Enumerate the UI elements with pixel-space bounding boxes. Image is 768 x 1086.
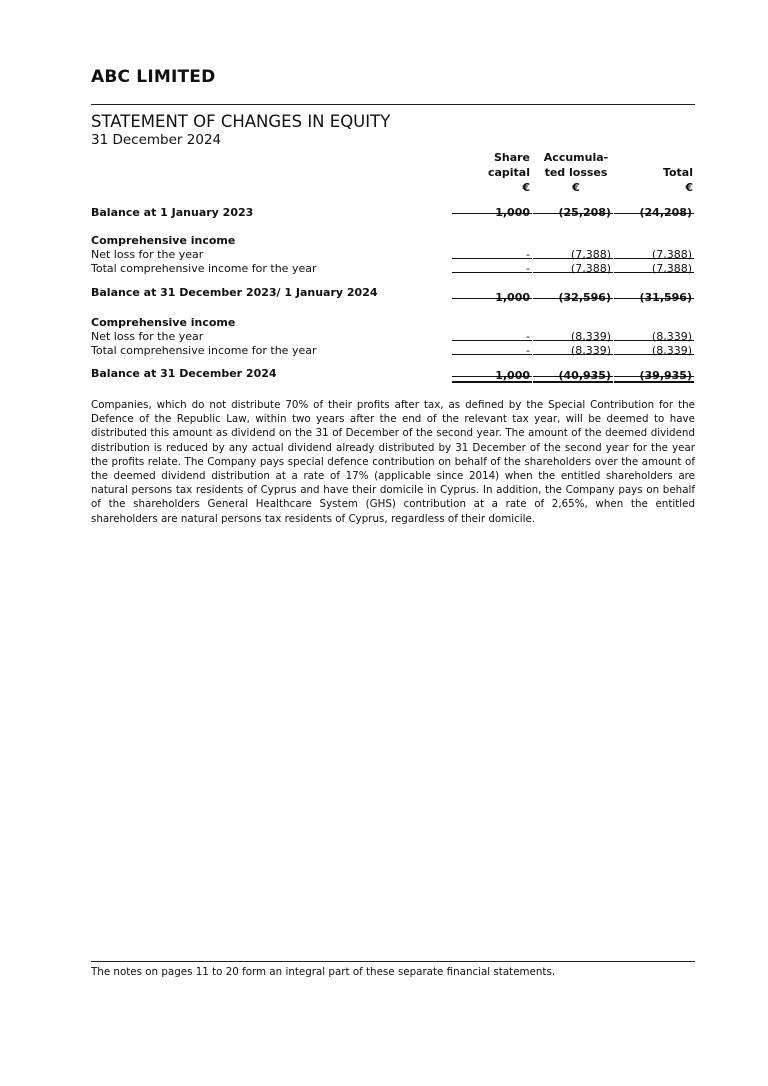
cell-share-capital: -	[526, 330, 530, 343]
cell-share-capital: 1,000	[495, 369, 530, 382]
double-underline	[533, 381, 613, 383]
cell-total: (39,935)	[639, 369, 692, 382]
footer-divider	[91, 961, 695, 962]
cell-total: (24,208)	[639, 206, 692, 219]
cell-accumulated-losses: (8,339)	[570, 344, 611, 357]
cell-accumulated-losses: (7,388)	[570, 248, 611, 261]
double-underline	[452, 381, 532, 383]
row-label: Balance at 31 December 2024	[91, 367, 277, 380]
explanatory-paragraph: Companies, which do not distribute 70% of their profits after tax, as defined by the Special Contribution for the Defence of the Republic Law, within two years after the end of the relevant tax year, will be deemed to have distributed this amount as dividend on the 31 of December of the second year. The amount of the deemed dividend distribution is reduced by any actual dividend already distributed by 31 December of the second year for the year the profits relate. The Company pays special defence contribution on behalf of the shareholders over the amount of the deemed dividend distribution at a rate of 17% (applicable since 2014) when the entitled shareholders are natural persons tax residents of Cyprus and have their domicile in Cyprus. In addition, the Company pays on behalf of the shareholders General Healthcare System (GHS) contribution at a rate of 2,65%, when the entitled shareholders are natural persons tax residents of Cyprus, regardless of their domicile.	[91, 399, 695, 525]
cell-total: (31,596)	[639, 291, 692, 304]
statement-date: 31 December 2024	[91, 132, 222, 148]
cell-total: (7,388)	[651, 262, 692, 275]
statement-title: STATEMENT OF CHANGES IN EQUITY	[91, 112, 391, 131]
row-label: Net loss for the year	[91, 248, 204, 261]
row-label: Total comprehensive income for the year	[91, 344, 317, 357]
cell-share-capital: -	[526, 248, 530, 261]
cell-total: (8,339)	[651, 344, 692, 357]
cell-share-capital: 1,000	[495, 206, 530, 219]
cell-accumulated-losses: (32,596)	[558, 291, 611, 304]
section-heading: Comprehensive income	[91, 234, 236, 247]
double-underline	[614, 381, 694, 383]
cell-total: (7,388)	[651, 248, 692, 261]
cell-share-capital: -	[526, 344, 530, 357]
cell-total: (8,339)	[651, 330, 692, 343]
column-header-total: Total €	[662, 166, 693, 194]
cell-accumulated-losses: (40,935)	[558, 369, 611, 382]
cell-accumulated-losses: (7,388)	[570, 262, 611, 275]
cell-accumulated-losses: (8,339)	[570, 330, 611, 343]
row-label: Net loss for the year	[91, 330, 204, 343]
cell-share-capital: 1,000	[495, 291, 530, 304]
cell-share-capital: -	[526, 262, 530, 275]
row-label: Total comprehensive income for the year	[91, 262, 317, 275]
cell-accumulated-losses: (25,208)	[558, 206, 611, 219]
column-header-share-capital: Share capital €	[487, 151, 530, 194]
header-divider	[91, 104, 695, 105]
company-name: ABC LIMITED	[91, 67, 216, 87]
footnote: The notes on pages 11 to 20 form an integral part of these separate financial statements.	[91, 966, 556, 978]
column-header-accumulated-losses: Accumula- ted losses €	[543, 151, 609, 194]
section-heading: Comprehensive income	[91, 316, 236, 329]
row-label: Balance at 31 December 2023/ 1 January 2024	[91, 286, 378, 299]
row-label: Balance at 1 January 2023	[91, 206, 254, 219]
